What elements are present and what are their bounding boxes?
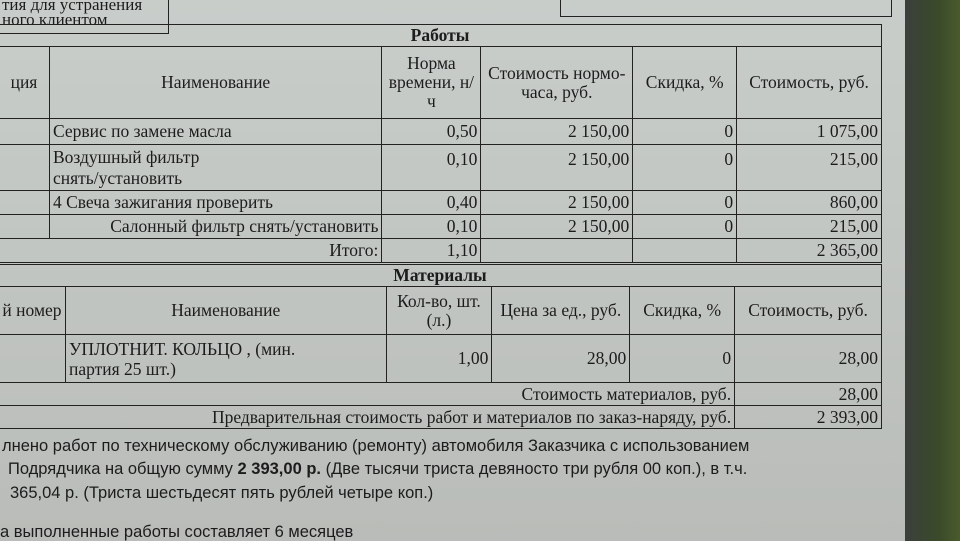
materials-col0-header: й номер	[0, 287, 65, 335]
works-discount-header: Скидка, %	[633, 47, 737, 119]
work-cost: 215,00	[737, 215, 882, 239]
material-name	[65, 335, 386, 383]
material-price: 28,00	[492, 335, 630, 383]
work-cost: 860,00	[737, 191, 882, 215]
footer-line1: лнено работ по техническому обслуживанию (ремонту) автомобиля Заказчика с использованием	[2, 437, 750, 455]
work-name	[49, 145, 381, 191]
work-name: Сервис по замене масла	[49, 119, 381, 145]
prelim-cost-label: Предварительная стоимость работ и материалов по заказ-наряду, руб.	[0, 406, 735, 429]
works-total-cost: 2 365,00	[737, 239, 882, 263]
work-discount: 0	[633, 191, 737, 215]
work-name-line1: Воздушный фильтр	[52, 146, 200, 167]
work-discount: 0	[633, 119, 737, 145]
material-name-line1: УПЛОТНИТ. КОЛЬЦО , (мин.	[68, 338, 296, 359]
work-cost-hour: 2 150,00	[481, 119, 633, 145]
work-name: 4 Свеча зажигания проверить	[49, 191, 381, 215]
work-cost-hour: 2 150,00	[481, 191, 633, 215]
material-discount: 0	[630, 335, 735, 383]
works-section-row	[0, 25, 882, 47]
table-row	[0, 335, 882, 383]
works-name-header: Наименование	[49, 47, 381, 119]
materials-qty-header: Кол-во, шт. (л.)	[386, 287, 492, 335]
footer-line2	[8, 460, 747, 479]
materials-cost-label: Стоимость материалов, руб.	[0, 383, 735, 406]
row-code	[0, 191, 49, 215]
material-cost: 28,00	[735, 335, 882, 383]
row-code	[0, 335, 65, 383]
works-norm-header: Норма времени, н/ч	[382, 47, 481, 119]
work-cost-hour: 2 150,00	[481, 215, 633, 239]
work-discount: 0	[633, 145, 737, 191]
footer-line2-pre: Подрядчика на общую сумму	[8, 460, 238, 478]
materials-price-header: Цена за ед., руб.	[492, 287, 630, 335]
works-costhour-header: Стоимость нормо-часа, руб.	[481, 47, 633, 119]
work-norm: 0,40	[382, 191, 481, 215]
work-cost: 1 075,00	[737, 119, 882, 145]
materials-section-row	[0, 265, 882, 287]
work-cost: 215,00	[737, 145, 882, 191]
materials-section-title: Материалы	[0, 265, 882, 287]
materials-table	[0, 264, 882, 429]
work-norm: 0,10	[382, 215, 481, 239]
materials-cost-value: 28,00	[735, 383, 882, 406]
background-edge	[905, 0, 960, 541]
top-fragment-line1: тия для устранения	[2, 0, 143, 14]
materials-header-row	[0, 287, 882, 335]
footer-total-amount: 2 393,00 р.	[237, 460, 321, 478]
row-code	[0, 215, 49, 239]
table-row	[0, 145, 882, 191]
work-name: Салонный фильтр снять/установить	[49, 215, 381, 239]
works-total-norm: 1,10	[382, 239, 481, 263]
work-norm: 0,50	[382, 119, 481, 145]
materials-cost-header: Стоимость, руб.	[735, 287, 882, 335]
prelim-cost-row	[0, 406, 882, 429]
footer-line3: 365,04 р. (Триста шестьдесят пять рублей четыре коп.)	[10, 484, 434, 502]
works-total-row	[0, 239, 882, 263]
row-code	[0, 145, 49, 191]
works-header-row	[0, 47, 882, 119]
footer-line2-post: (Две тысячи триста девяносто три рубля 00 коп.), в т.ч.	[321, 460, 748, 478]
material-name-line2: партия 25 шт.)	[68, 358, 176, 379]
materials-name-header: Наименование	[65, 287, 386, 335]
works-total-empty	[481, 239, 633, 263]
row-code	[0, 119, 49, 145]
table-row	[0, 119, 882, 145]
top-fragment-line2: ного клиентом	[2, 10, 108, 29]
work-discount: 0	[633, 215, 737, 239]
work-name-line2: снять/установить	[52, 167, 183, 188]
materials-discount-header: Скидка, %	[630, 287, 735, 335]
materials-cost-row	[0, 383, 882, 406]
top-frame	[560, 0, 892, 17]
prelim-cost-value: 2 393,00	[735, 406, 882, 429]
works-total-empty	[633, 239, 737, 263]
works-col0-header: ция	[0, 47, 49, 119]
work-norm: 0,10	[382, 145, 481, 191]
material-qty: 1,00	[386, 335, 492, 383]
works-cost-header: Стоимость, руб.	[737, 47, 882, 119]
works-section-title: Работы	[0, 25, 882, 47]
footer-line4: а выполненные работы составляет 6 месяцев	[0, 523, 354, 541]
works-table	[0, 24, 882, 263]
work-cost-hour: 2 150,00	[481, 145, 633, 191]
table-row	[0, 215, 882, 239]
works-total-label: Итого:	[0, 239, 382, 263]
table-row	[0, 191, 882, 215]
